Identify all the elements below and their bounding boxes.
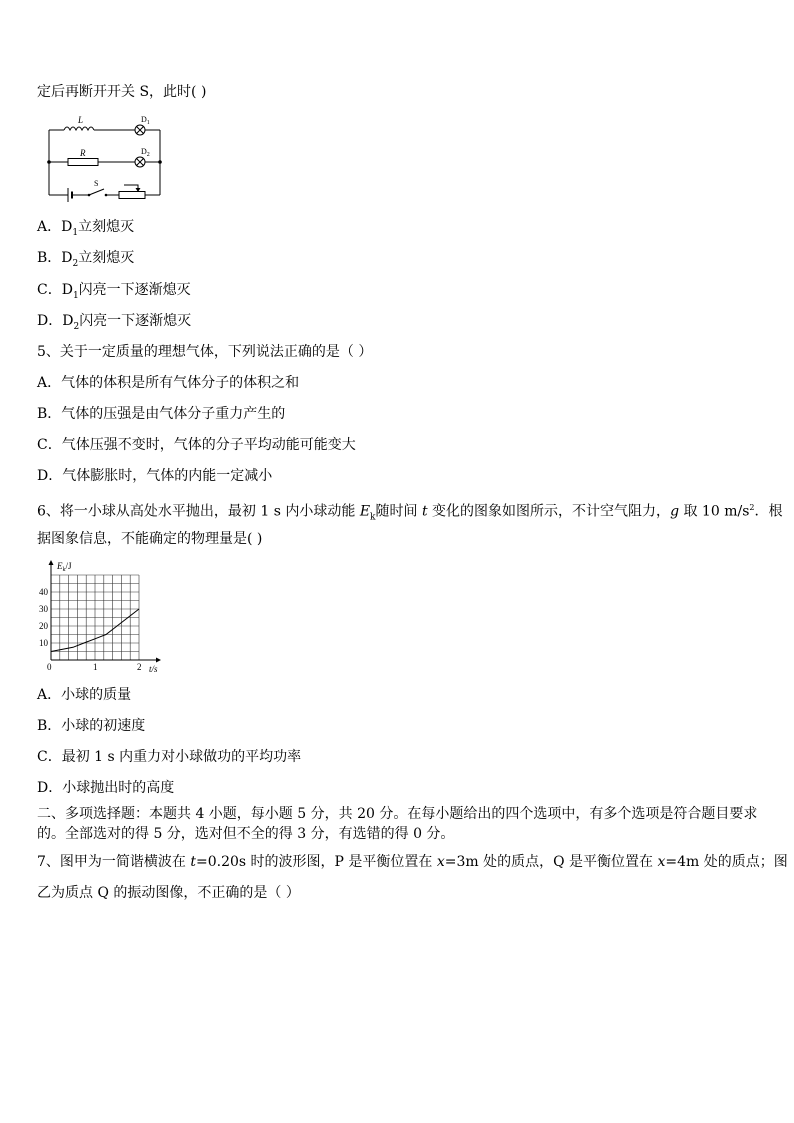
q5-option-b: B．气体的压强是由气体分子重力产生的 xyxy=(37,406,286,422)
q5-option-d: D．气体膨胀时，气体的内能一定减小 xyxy=(37,468,273,484)
x-axis-label: t/s xyxy=(149,664,158,674)
y-axis-label: E xyxy=(57,561,63,571)
x-tick-label: 0 xyxy=(47,662,52,672)
x-tick-label: 2 xyxy=(137,662,142,672)
y-tick-label: 10 xyxy=(39,638,48,648)
x-tick-label: 1 xyxy=(93,662,98,672)
ek-time-chart xyxy=(34,558,166,674)
section2-heading: 二、多项选择题：本题共 4 小题，每小题 5 分，共 20 分。在每小题给出的四个选项中，有多个选项是符合题目要求的。全部选对的得 5 分，选对但不全的得 3 分，有选错的得 0 分。 xyxy=(37,806,758,842)
label-l: L xyxy=(78,115,84,125)
inductor-coil xyxy=(64,127,94,130)
q7-stem: 7、图甲为一简谐横波在 t=0.20s 时的波形图，P 是平衡位置在 x=3m 处的质点，Q 是平衡位置在 x=4m 处的质点；图 xyxy=(37,854,788,870)
svg-text:Ek/J xyxy=(56,561,72,573)
q4-option-a: A．$D_1$立刻熄灭 xyxy=(37,219,135,238)
y-tick-label: 40 xyxy=(39,587,48,597)
y-tick-label: 20 xyxy=(39,621,48,631)
q4-option-d: D．$D_2$闪亮一下逐渐熄灭 xyxy=(37,313,192,332)
label-s: S xyxy=(94,179,99,188)
q6-stem: 6、将一小球从高处水平抛出，最初 1 s 内小球动能 $E_k$随时间 t 变化的图象如图所示，不计空气阻力，g 取 10 $m/s^2$．根 xyxy=(37,503,783,523)
y-axis-label-sub: k xyxy=(62,567,66,573)
label-d2-sub: 2 xyxy=(146,152,150,158)
label-d1-sub: 1 xyxy=(146,120,150,126)
q5-option-a: A．气体的体积是所有气体分子的体积之和 xyxy=(37,375,300,391)
rheostat xyxy=(119,192,145,199)
y-axis-unit: /J xyxy=(65,561,72,571)
q4-stem: 定后再断开开关 S，此时( ) xyxy=(37,84,207,100)
q6-option-a: A．小球的质量 xyxy=(37,687,132,703)
q7-stem-line2: 乙为质点 Q 的振动图像，不正确的是（ ） xyxy=(37,885,300,901)
q6-option-d: D．小球抛出时的高度 xyxy=(37,780,175,796)
y-tick-label: 30 xyxy=(39,604,48,614)
q5-stem: 5、关于一定质量的理想气体，下列说法正确的是（ ） xyxy=(37,344,373,360)
svg-text:D2 xyxy=(141,147,150,158)
q6-stem-line2: 据图象信息，不能确定的物理量是( ) xyxy=(37,531,263,547)
q6-option-b: B．小球的初速度 xyxy=(37,718,146,734)
circuit-diagram xyxy=(44,113,164,205)
q4-option-c: C．$D_1$闪亮一下逐渐熄灭 xyxy=(37,282,191,301)
q6-option-c: C．最初 1 s 内重力对小球做功的平均功率 xyxy=(37,749,302,765)
label-d2: D xyxy=(141,147,147,156)
svg-text:D1 xyxy=(141,115,150,126)
label-r: R xyxy=(80,148,86,158)
q4-option-b: B．$D_2$立刻熄灭 xyxy=(37,250,135,269)
q5-option-c: C．气体压强不变时，气体的分子平均动能可能变大 xyxy=(37,437,356,453)
resistor xyxy=(68,159,98,166)
label-d1: D xyxy=(141,115,147,124)
switch-s xyxy=(89,189,104,195)
